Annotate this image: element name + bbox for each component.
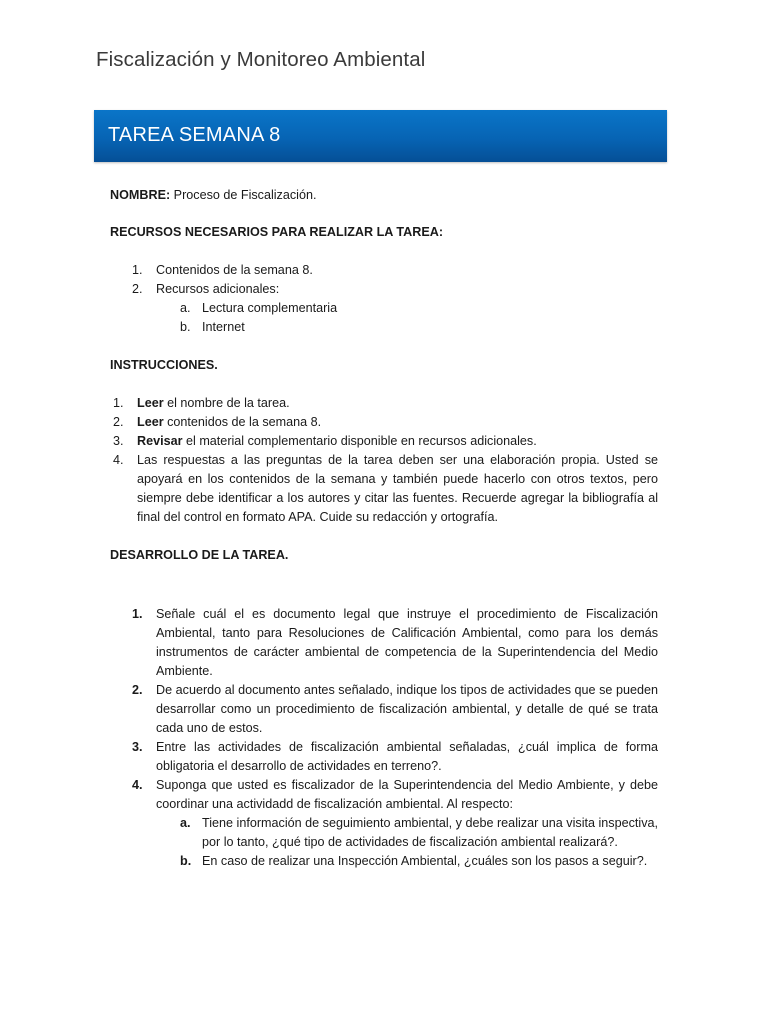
document-body (110, 186, 658, 871)
list-number: 1. (113, 396, 124, 410)
list-item-text: Recursos adicionales: (156, 282, 280, 296)
sublist-item-text: Lectura complementaria (202, 301, 338, 315)
recursos-list (110, 261, 658, 299)
banner-title: TAREA SEMANA 8 (108, 124, 281, 146)
nombre-line (110, 186, 658, 205)
list-item (110, 413, 658, 432)
list-item (110, 776, 658, 871)
list-item (110, 432, 658, 451)
list-item-text: Las respuestas a las preguntas de la tarea deben ser una elaboración propia. Usted se apoyará en los contenidos de la semana y también puede hacerlo con otros textos, pero siempre debe identificar a los autores y citar las fuentes. Recuerde agregar la bibliografía al final del control en formato APA. Cuide su redacción y ortografía. (137, 453, 658, 524)
sublist-item-text: En caso de realizar una Inspección Ambiental, ¿cuáles son los pasos a seguir?. (202, 854, 648, 868)
list-item (110, 394, 658, 413)
list-number: 2. (113, 415, 124, 429)
list-item-text: contenidos de la semana 8. (163, 415, 322, 429)
list-item-text: Señale cuál el es documento legal que instruye el procedimiento de Fiscalización Ambiental, tanto para Resoluciones de Calificación Ambiental, como para los demás instrumentos de carácter ambiental de competencia de la Superintendencia del Medio Ambiente. (156, 607, 658, 678)
sublist-letter: a. (180, 816, 191, 830)
recursos-heading: RECURSOS NECESARIOS PARA REALIZAR LA TAREA: (110, 225, 444, 239)
list-item-text: Suponga que usted es fiscalizador de la Superintendencia del Medio Ambiente, y debe coordinar una actividadd de fiscalización ambiental. Al respecto: (156, 778, 658, 811)
list-number: 3. (132, 740, 143, 754)
list-item (110, 261, 658, 280)
list-item-bold: Leer (137, 415, 164, 429)
list-number: 2. (132, 282, 143, 296)
instrucciones-list (110, 394, 658, 527)
sublist-letter: a. (180, 301, 191, 315)
sublist-item (110, 852, 658, 871)
list-item (110, 280, 658, 299)
list-item-text: el material complementario disponible en recursos adicionales. (182, 434, 537, 448)
title-banner (94, 110, 667, 162)
list-item-text: Contenidos de la semana 8. (156, 263, 313, 277)
sublist-item (110, 814, 658, 852)
list-number: 3. (113, 434, 124, 448)
list-number: 1. (132, 607, 143, 621)
recursos-sublist (110, 299, 658, 337)
list-item (110, 605, 658, 681)
sublist-letter: b. (180, 320, 191, 334)
list-number: 4. (113, 453, 124, 467)
list-item-text: el nombre de la tarea. (163, 396, 290, 410)
list-item-text: De acuerdo al documento antes señalado, indique los tipos de actividades que se pueden desarrollar como un procedimiento de fiscalización ambiental, y detalle de qué se trata cada uno de estos. (156, 683, 658, 735)
list-item-text: Entre las actividades de fiscalización ambiental señaladas, ¿cuál implica de forma obligatoria el desarrollo de actividades en terreno?. (156, 740, 658, 773)
list-number: 2. (132, 683, 143, 697)
desarrollo-heading: DESARROLLO DE LA TAREA. (110, 548, 289, 562)
sublist-item-text: Tiene información de seguimiento ambiental, y debe realizar una visita inspectiva, por lo tanto, ¿qué tipo de actividades de fiscalización ambiental realizará?. (202, 816, 658, 849)
sublist-item (110, 318, 658, 337)
document-header-title: Fiscalización y Monitoreo Ambiental (96, 48, 426, 71)
sublist-item (110, 299, 658, 318)
list-item-bold: Leer (137, 396, 164, 410)
list-number: 4. (132, 778, 143, 792)
sublist-item-text: Internet (202, 320, 245, 334)
list-item (110, 738, 658, 776)
nombre-label: NOMBRE: (110, 188, 171, 202)
instrucciones-heading: INSTRUCCIONES. (110, 358, 218, 372)
list-number: 1. (132, 263, 143, 277)
sublist-letter: b. (180, 854, 192, 868)
list-item (110, 681, 658, 738)
list-item (110, 451, 658, 527)
desarrollo-list (110, 605, 658, 871)
desarrollo-sublist (156, 814, 658, 871)
list-item-bold: Revisar (137, 434, 183, 448)
nombre-value: Proceso de Fiscalización. (170, 188, 317, 202)
